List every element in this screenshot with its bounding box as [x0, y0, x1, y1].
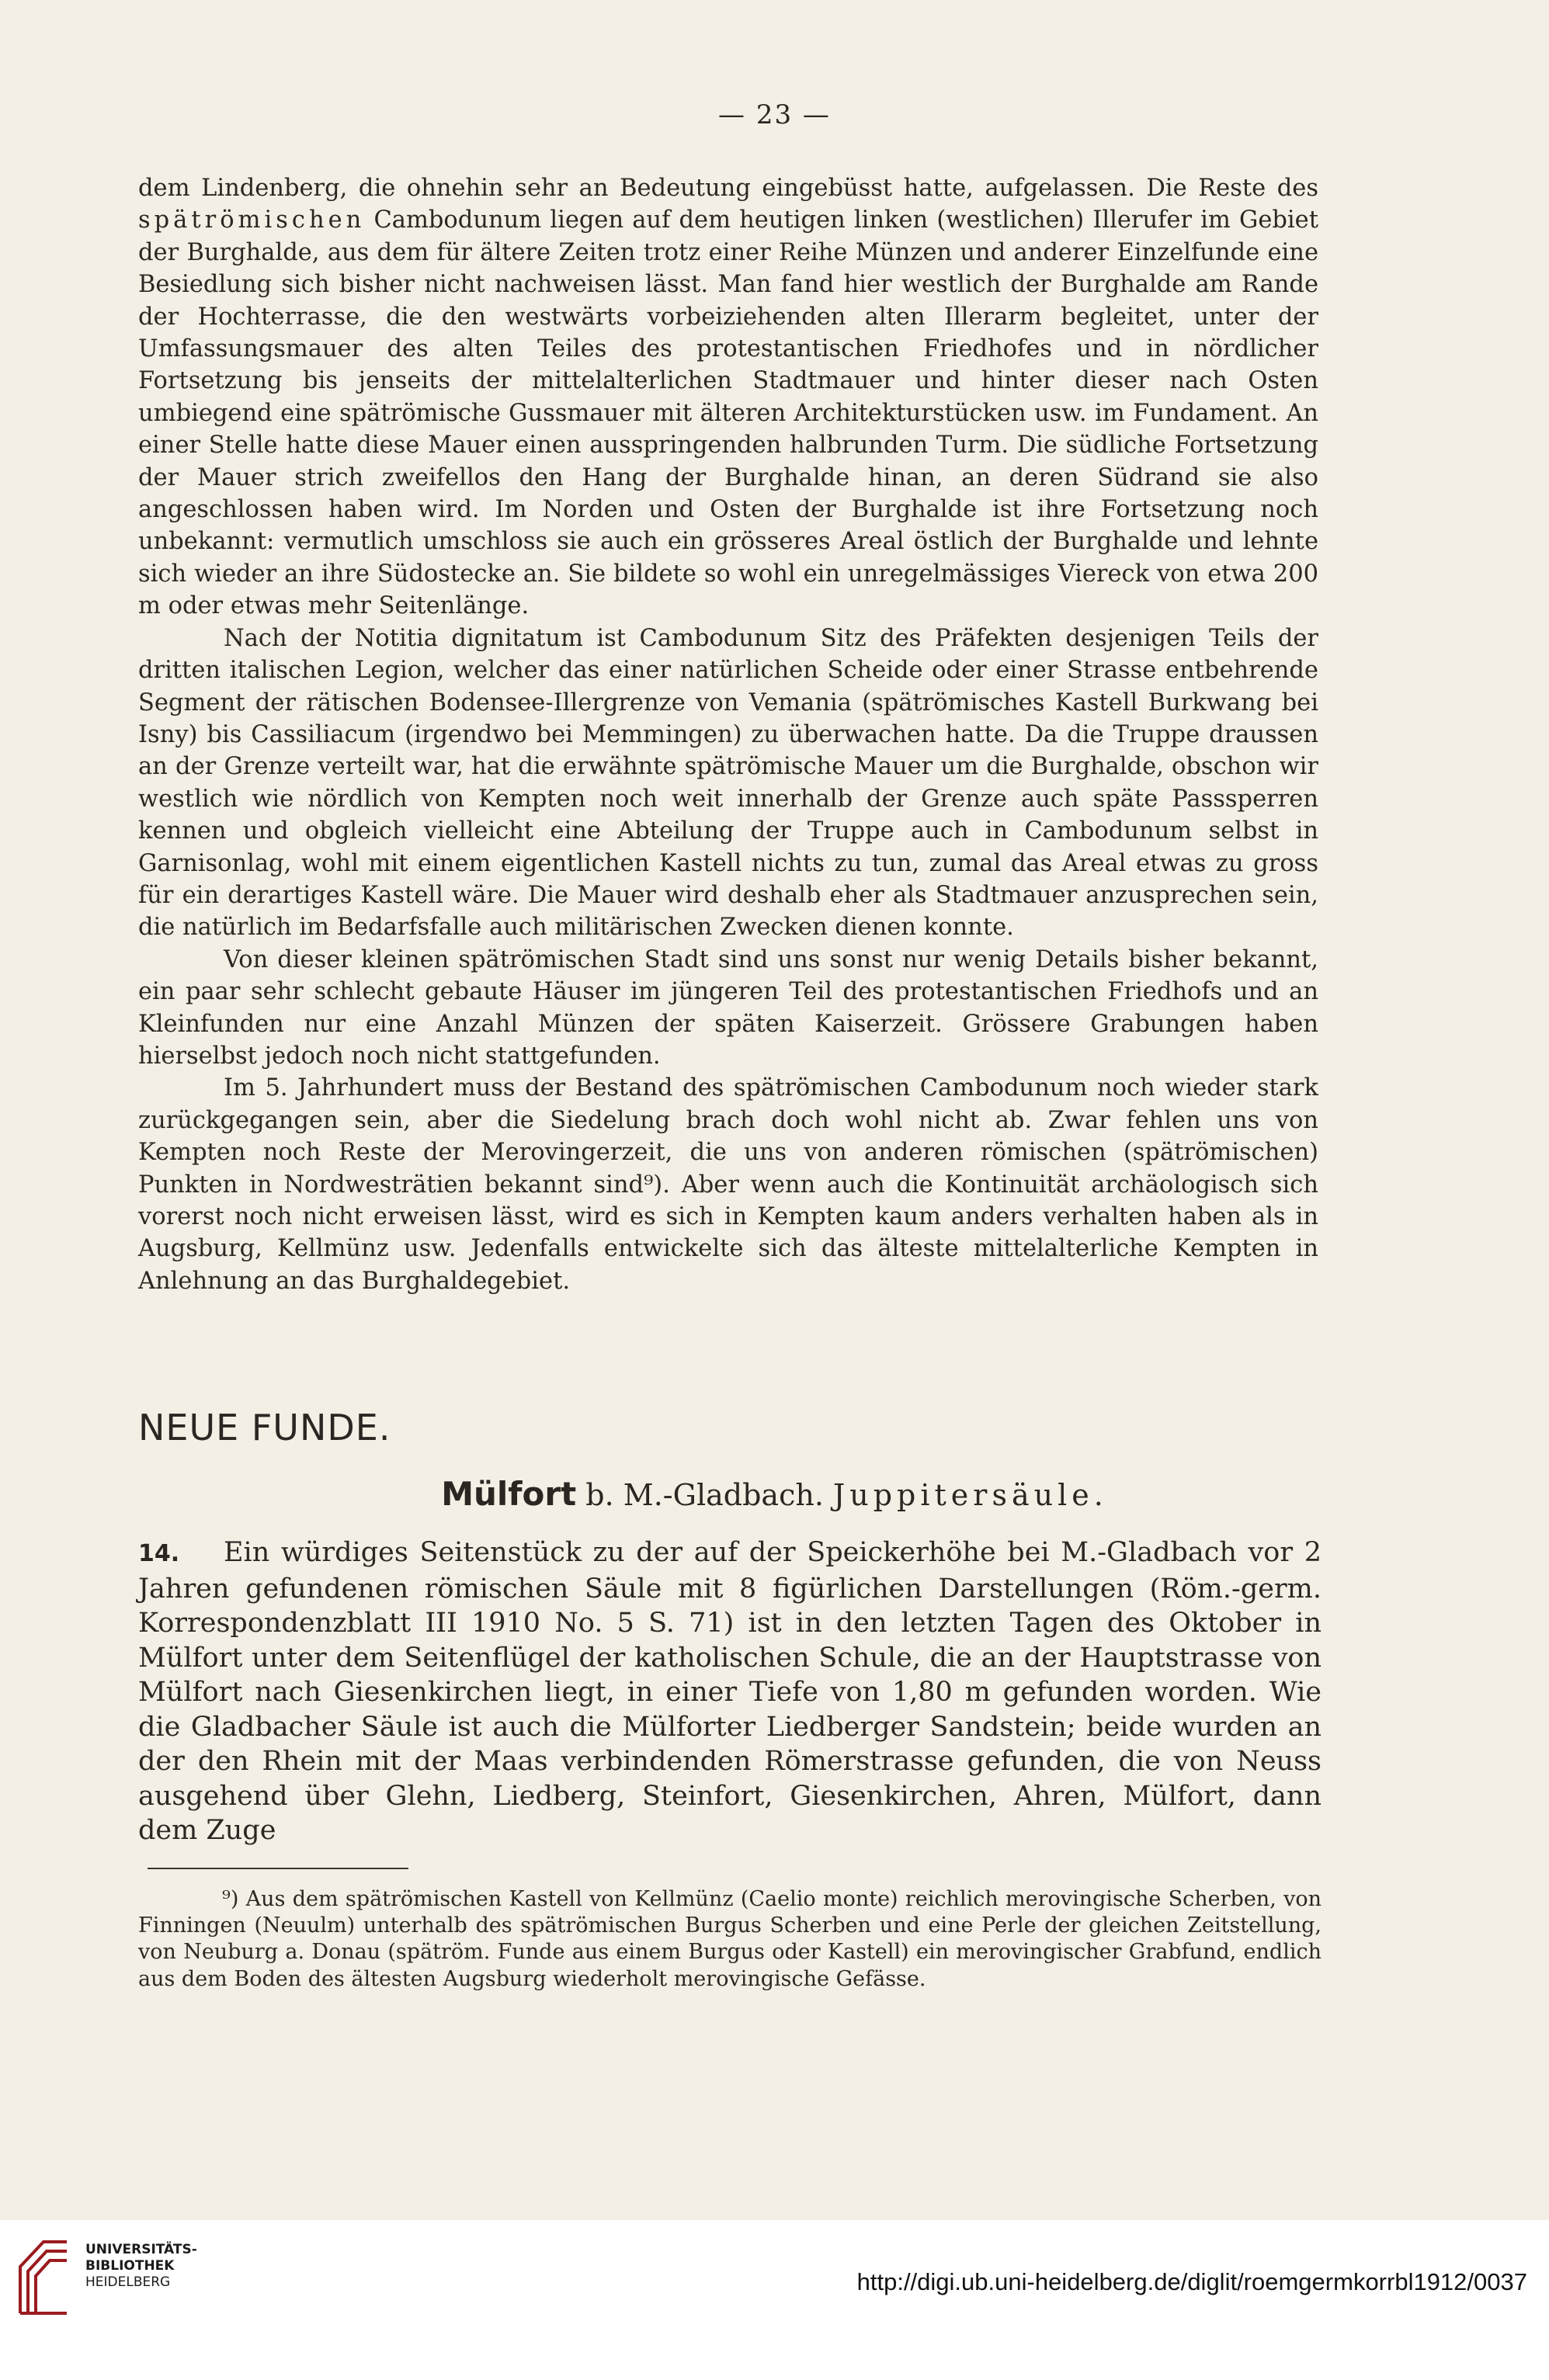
paragraph [138, 172, 1318, 623]
paragraph-text: Cambodunum liegen auf dem heutigen linken (westlichen) Illerufer im Gebiet der Burghalde, aus dem für ältere Zeiten trotz einer Reihe Münzen und anderer Einzelfunde eine Besiedlung sich bisher nicht nachweisen lässt. Man fand hier westlich der Burghalde am Rande der Hochterrasse, die den westwärts vorbeiziehenden alten Illerarm begleitet, unter der Umfassungsmauer des alten Teiles des protestantischen Friedhofes und in nördlicher Fortsetzung bis jenseits der mittelalterlichen Stadtmauer und hinter dieser nach Osten umbiegend eine spätrömische Gussmauer mit älteren Architekturstücken usw. im Fundament. An einer Stelle hatte diese Mauer einen ausspringenden halbrunden Turm. Die südliche Fortsetzung der Mauer strich zweifellos den Hang der Burghalde hinan, an deren Südrand sie also angeschlossen haben wird. Im Norden und Osten der Burghalde ist ihre Fortsetzung noch unbekannt: vermutlich umschloss sie auch ein grösseres Areal östlich der Burghalde und lehnte sich wieder an ihre Südostecke an. Sie bildete so wohl ein unregelmässiges Viereck von etwa 200 m oder etwas mehr Seitenlänge. [138, 206, 1318, 620]
find-subject: Juppitersäule. [833, 1478, 1108, 1512]
emphasized-word: spätrömischen [138, 206, 366, 234]
library-name [85, 2242, 197, 2291]
digitization-footer [0, 2220, 1549, 2380]
entry-number: 14. [138, 1540, 180, 1567]
library-name-line: HEIDELBERG [85, 2274, 171, 2290]
paragraph [138, 623, 1318, 944]
find-entry [138, 1535, 1322, 1848]
find-location: b. M.-Gladbach. [585, 1478, 824, 1512]
section-heading: NEUE FUNDE. [138, 1407, 391, 1448]
permalink-url[interactable]: http://digi.ub.uni-heidelberg.de/diglit/roemgermkorrbl1912/0037 [856, 2268, 1527, 2295]
library-name-line: UNIVERSITÄTS- [85, 2242, 197, 2257]
entry-text: Ein würdiges Seitenstück zu der auf der Speickerhöhe bei M.-Gladbach vor 2 Jahren gefundenen römischen Säule mit 8 figürlichen Darstellungen (Röm.-germ. Korrespondenzblatt III 1910 No. 5 S. 71) ist in den letzten Tagen des Oktober in Mülfort unter dem Seitenflügel der katholischen Schule, die an der Hauptstrasse von Mülfort nach Giesenkirchen liegt, in einer Tiefe von 1,80 m gefunden worden. Wie die Gladbacher Säule ist auch die Mülforter Liedberger Sandstein; beide wurden an der den Rhein mit der Maas verbindenden Römerstrasse gefunden, die von Neuss ausgehend über Glehn, Liedberg, Steinfort, Giesenkirchen, Ahren, Mülfort, dann dem Zuge [138, 1537, 1322, 1846]
footnote-text: ⁹) Aus dem spätrömischen Kastell von Kellmünz (Caelio monte) reichlich merovingische Scherben, von Finningen (Neuulm) unterhalb des spätrömischen Burgus Scherben und eine Perle der gleichen Zeitstellung, von Neuburg a. Donau (spätröm. Funde aus einem Burgus oder Kastell) ein merovingischer Grabfund, endlich aus dem Boden des ältesten Augsburg wiederholt merovingische Gefässe. [138, 1887, 1322, 1991]
paragraph-text: dem Lindenberg, die ohnehin sehr an Bedeutung eingebüsst hatte, aufgelassen. Die Reste des [138, 175, 1318, 202]
footnote-divider [148, 1868, 408, 1869]
paragraph [138, 944, 1318, 1073]
paragraph-text: Nach der Notitia dignitatum ist Cambodunum Sitz des Präfekten desjenigen Teils der dritten italischen Legion, welcher das einer natürlichen Scheide oder einer Strasse entbehrende Segment der rätischen Bodensee-Illergrenze von Vemania (spätrömisches Kastell Burkwang bei Isny) bis Cassiliacum (irgendwo bei Memmingen) zu überwachen hatte. Da die Truppe draussen an der Grenze verteilt war, hat die erwähnte spätrömische Mauer um die Burghalde, obschon wir westlich wie nördlich von Kempten noch weit innerhalb der Grenze auch späte Passsperren kennen und obgleich vielleicht eine Abteilung der Truppe auch in Cambodunum selbst in Garnisonlag, wohl mit einem eigentlichen Kastell nichts zu tun, zumal das Areal etwas zu gross für ein derartiges Kastell wäre. Die Mauer wird deshalb eher als Stadtmauer anzusprechen sein, die natürlich im Bedarfsfalle auch militärischen Zwecken dienen konnte. [138, 624, 1318, 942]
library-name-line: BIBLIOTHEK [85, 2258, 175, 2274]
find-place: Mülfort [441, 1475, 577, 1513]
paragraph-text: Im 5. Jahrhundert muss der Bestand des spätrömischen Cambodunum noch wieder stark zurückgegangen sein, aber die Siedelung brach doch wohl nicht ab. Zwar fehlen uns von Kempten noch Reste der Merovingerzeit, die uns von anderen römischen (spätrömischen) Punkten in Nordwesträtien bekannt sind⁹). Aber wenn auch die Kontinuität archäologisch sich vorerst noch nicht erweisen lässt, wird es sich in Kempten kaum anders verhalten haben als in Augsburg, Kellmünz usw. Jedenfalls entwickelte sich das älteste mittelalterliche Kempten in Anlehnung an das Burghaldegebiet. [138, 1074, 1318, 1295]
paragraph-text: Von dieser kleinen spätrömischen Stadt sind uns sonst nur wenig Details bisher bekannt, ein paar sehr schlecht gebaute Häuser im jüngeren Teil des protestantischen Friedhofs und an Kleinfunden nur eine Anzahl Münzen der späten Kaiserzeit. Grössere Grabungen haben hierselbst jedoch noch nicht stattgefunden. [138, 945, 1318, 1070]
page-number: — 23 — [718, 99, 831, 130]
paragraph [138, 1072, 1318, 1297]
ub-heidelberg-logo-icon [17, 2236, 70, 2316]
find-heading [0, 1475, 1549, 1513]
footnote [138, 1886, 1322, 1993]
article-body [138, 172, 1318, 1297]
